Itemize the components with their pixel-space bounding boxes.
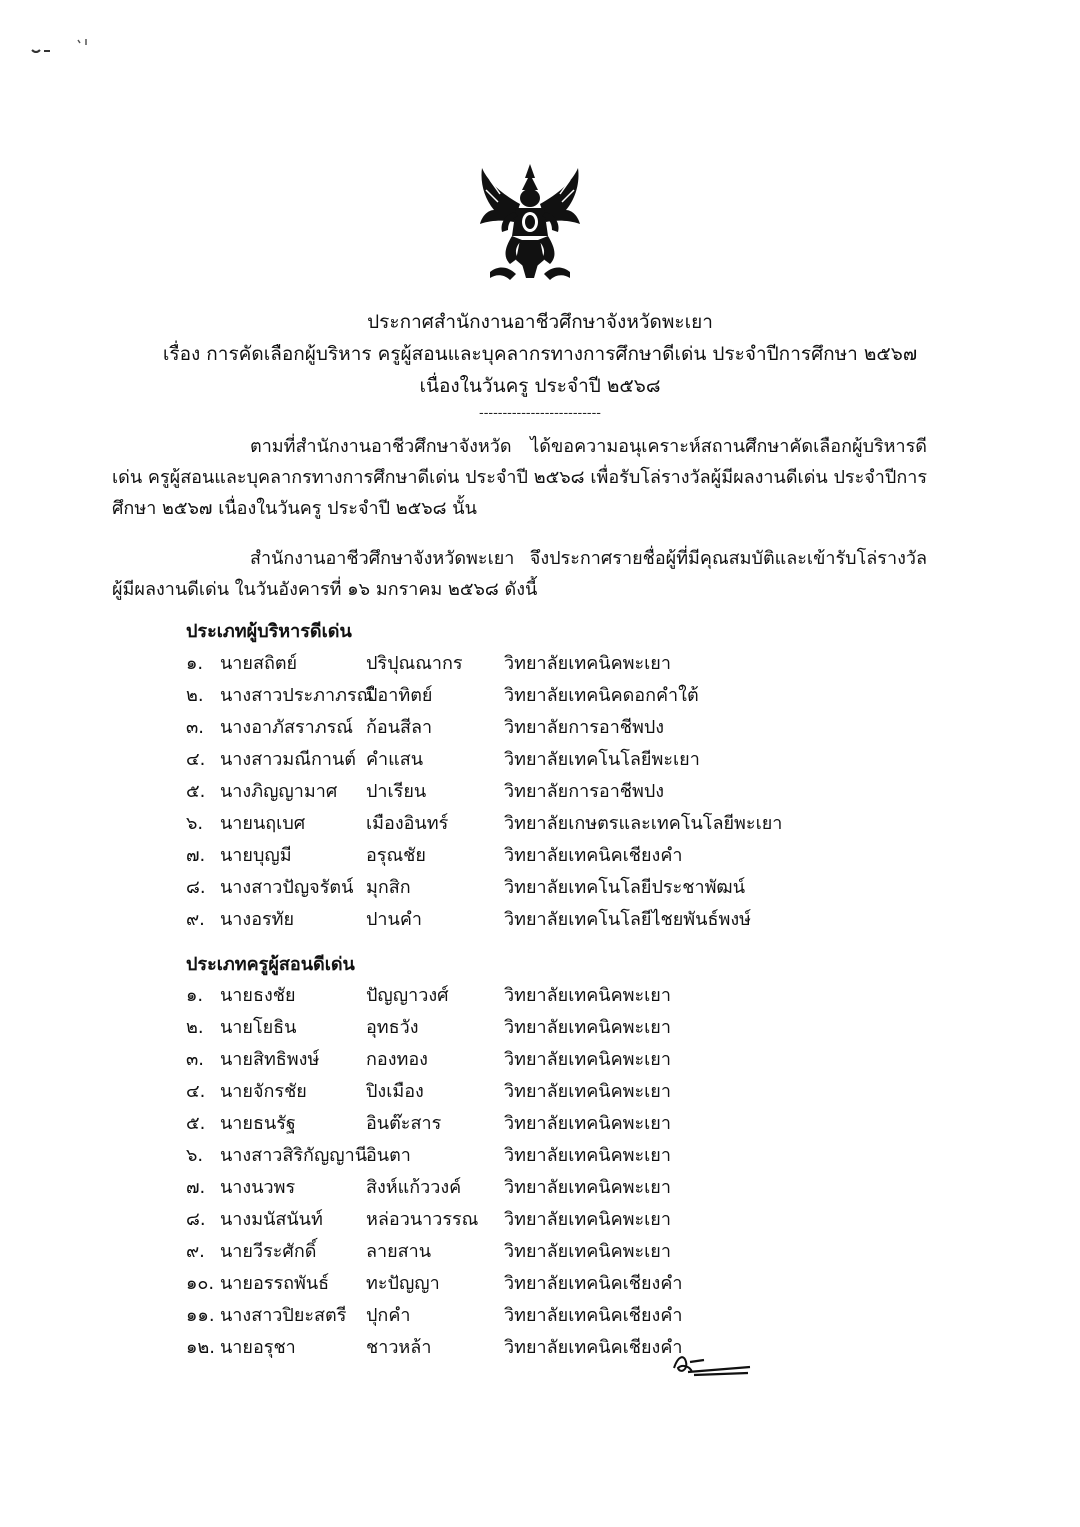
document-header — [0, 306, 1080, 424]
list-item — [186, 776, 886, 808]
list-item — [186, 1268, 886, 1300]
item-last-name: ปัญญาวงศ์ — [366, 985, 449, 1006]
body-paragraph-2 — [112, 543, 927, 605]
item-organization: วิทยาลัยเทคนิคพะเยา — [504, 1017, 671, 1038]
item-number: ๕. — [186, 781, 206, 802]
item-number: ๒. — [186, 1017, 204, 1038]
item-number: ๗. — [186, 1177, 206, 1198]
item-number: ๙. — [186, 909, 205, 930]
item-number: ๑๐. — [186, 1273, 215, 1294]
item-first-name: นายโยธิน — [220, 1017, 297, 1038]
body-paragraph-1 — [112, 431, 927, 524]
item-number: ๔. — [186, 749, 206, 770]
item-number: ๔. — [186, 1081, 206, 1102]
item-organization: วิทยาลัยเกษตรและเทคโนโลยีพะเยา — [504, 813, 783, 834]
item-last-name: อุทธวัง — [366, 1017, 419, 1038]
item-last-name: อินตา — [366, 1145, 411, 1166]
item-first-name: นางสาวสิริกัญญานี — [220, 1145, 368, 1166]
item-first-name: นายนฤเบศ — [220, 813, 306, 834]
item-last-name: หล่อวนาวรรณ — [366, 1209, 479, 1230]
item-last-name: มุกสิก — [366, 877, 411, 898]
item-first-name: นายสิทธิพงษ์ — [220, 1049, 320, 1070]
item-organization: วิทยาลัยเทคโนโลยีไชยพันธ์พงษ์ — [504, 909, 751, 930]
list-item — [186, 1012, 886, 1044]
administrators-list — [186, 648, 886, 936]
item-organization: วิทยาลัยเทคนิคเชียงคำ — [504, 1273, 683, 1294]
list-item — [186, 1332, 886, 1364]
item-number: ๑๒. — [186, 1337, 216, 1358]
item-first-name: นางสาวปัญจรัตน์ — [220, 877, 354, 898]
item-organization: วิทยาลัยเทคนิคเชียงคำ — [504, 1337, 683, 1358]
item-organization: วิทยาลัยเทคนิคพะเยา — [504, 1177, 671, 1198]
item-last-name: ชาวหล้า — [366, 1337, 432, 1358]
item-first-name: นายสถิตย์ — [220, 653, 298, 674]
item-number: ๒. — [186, 685, 204, 706]
list-item — [186, 1108, 886, 1140]
item-first-name: นายบุญมี — [220, 845, 292, 866]
item-last-name: ปริปุณณากร — [366, 653, 463, 674]
item-number: ๑. — [186, 985, 204, 1006]
paragraph-text: สำนักงานอาชีวศึกษาจังหวัดพะเยา จึงประกาศรายชื่อผู้ที่มีคุณสมบัติและเข้ารับโล่รางวัลผู้มีผลงานดีเด่น ในวันอังคารที่ ๑๖ มกราคม ๒๕๖๘ ดังนี้ — [112, 548, 927, 600]
teachers-list — [186, 980, 886, 1364]
item-last-name: อินต๊ะสาร — [366, 1113, 442, 1134]
item-number: ๑. — [186, 653, 204, 674]
item-organization: วิทยาลัยเทคนิคพะเยา — [504, 1049, 671, 1070]
item-first-name: นางสาวมณีกานต์ — [220, 749, 356, 770]
item-first-name: นายอรุชา — [220, 1337, 296, 1358]
item-last-name: อรุณชัย — [366, 845, 426, 866]
item-organization: วิทยาลัยเทคนิคพะเยา — [504, 1113, 671, 1134]
item-first-name: นายอรรถพันธ์ — [220, 1273, 330, 1294]
item-last-name: สิงห์แก้ววงค์ — [366, 1177, 462, 1198]
item-last-name: ปิงเมือง — [366, 1081, 424, 1102]
item-first-name: นางสาวปิยะสตรี — [220, 1305, 347, 1326]
item-number: ๕. — [186, 1113, 206, 1134]
item-number: ๗. — [186, 845, 206, 866]
item-number: ๖. — [186, 813, 204, 834]
item-number: ๘. — [186, 1209, 206, 1230]
header-divider: -------------------------- — [479, 406, 601, 421]
item-last-name: คำแสน — [366, 749, 424, 770]
section-title-administrators: ประเภทผู้บริหารดีเด่น — [186, 621, 352, 642]
item-first-name: นางอรทัย — [220, 909, 295, 930]
item-first-name: นายวีระศักดิ์ — [220, 1241, 317, 1262]
list-item — [186, 1300, 886, 1332]
item-organization: วิทยาลัยเทคนิคพะเยา — [504, 1241, 671, 1262]
list-item — [186, 680, 886, 712]
item-first-name: นางภิญญามาศ — [220, 781, 338, 802]
list-item — [186, 872, 886, 904]
announcement-subject: เรื่อง การคัดเลือกผู้บริหาร ครูผู้สอนและบุคลากรทางการศึกษาดีเด่น ประจำปีการศึกษา ๒๕๖๗ — [162, 343, 918, 365]
item-first-name: นางอาภัสราภรณ์ — [220, 717, 353, 738]
item-number: ๖. — [186, 1145, 204, 1166]
list-item — [186, 808, 886, 840]
item-number: ๑๑. — [186, 1305, 215, 1326]
list-item — [186, 1236, 886, 1268]
item-first-name: นายธนรัฐ — [220, 1113, 296, 1134]
list-item — [186, 980, 886, 1012]
item-organization: วิทยาลัยเทคนิคพะเยา — [504, 653, 671, 674]
list-item — [186, 1172, 886, 1204]
item-last-name: ก้อนสีลา — [366, 717, 433, 738]
item-organization: วิทยาลัยเทคโนโลยีพะเยา — [504, 749, 700, 770]
announcement-subject-line2: เนื่องในวันครู ประจำปี ๒๕๖๘ — [419, 375, 661, 397]
list-item — [186, 648, 886, 680]
item-last-name: ปานคำ — [366, 909, 422, 930]
item-last-name: ปาเรียน — [366, 781, 427, 802]
item-organization: วิทยาลัยเทคนิคพะเยา — [504, 1081, 671, 1102]
item-last-name: ปีอาทิตย์ — [366, 685, 433, 706]
item-number: ๘. — [186, 877, 206, 898]
announcement-title: ประกาศสำนักงานอาชีวศึกษาจังหวัดพะเยา — [367, 311, 713, 333]
list-item — [186, 1204, 886, 1236]
list-item — [186, 744, 886, 776]
item-first-name: นางนวพร — [220, 1177, 296, 1198]
item-organization: วิทยาลัยการอาชีพปง — [504, 781, 665, 802]
section-title-teachers: ประเภทครูผู้สอนดีเด่น — [186, 954, 355, 975]
item-last-name: ปุกคำ — [366, 1305, 411, 1326]
item-organization: วิทยาลัยเทคนิคเชียงคำ — [504, 845, 683, 866]
item-first-name: นายธงชัย — [220, 985, 296, 1006]
list-item — [186, 904, 886, 936]
signature-icon — [668, 1346, 752, 1380]
list-item — [186, 1076, 886, 1108]
item-last-name: ลายสาน — [366, 1241, 432, 1262]
item-organization: วิทยาลัยเทคนิคพะเยา — [504, 1209, 671, 1230]
scan-mark-icon — [30, 36, 100, 60]
list-item — [186, 1044, 886, 1076]
item-number: ๙. — [186, 1241, 205, 1262]
list-item — [186, 1140, 886, 1172]
item-organization: วิทยาลัยเทคนิคพะเยา — [504, 985, 671, 1006]
item-organization: วิทยาลัยเทคนิคพะเยา — [504, 1145, 671, 1166]
item-organization: วิทยาลัยเทคนิคดอกคำใต้ — [504, 685, 699, 706]
item-number: ๓. — [186, 1049, 205, 1070]
item-first-name: นายจักรชัย — [220, 1081, 307, 1102]
item-last-name: ทะปัญญา — [366, 1273, 440, 1294]
item-last-name: กองทอง — [366, 1049, 428, 1070]
list-item — [186, 712, 886, 744]
item-organization: วิทยาลัยเทคนิคเชียงคำ — [504, 1305, 683, 1326]
item-first-name: นางมนัสนันท์ — [220, 1209, 323, 1230]
garuda-emblem-icon — [470, 160, 590, 284]
item-last-name: เมืองอินทร์ — [366, 813, 449, 834]
paragraph-text: ตามที่สำนักงานอาชีวศึกษาจังหวัด ได้ขอความอนุเคราะห์สถานศึกษาคัดเลือกผู้บริหารดีเด่น ครูผู้สอนและบุคลากรทางการศึกษาดีเด่น ประจำปี ๒๕๖๘ เพื่อรับโล่รางวัลผู้มีผลงานดีเด่น ประจำปีการศึกษา ๒๕๖๗ เนื่องในวันครู ประจำปี ๒๕๖๘ นั้น — [112, 436, 927, 519]
item-organization: วิทยาลัยการอาชีพปง — [504, 717, 665, 738]
item-first-name: นางสาวประภาภรณ์ — [220, 685, 374, 706]
list-item — [186, 840, 886, 872]
item-number: ๓. — [186, 717, 205, 738]
item-organization: วิทยาลัยเทคโนโลยีประชาพัฒน์ — [504, 877, 745, 898]
